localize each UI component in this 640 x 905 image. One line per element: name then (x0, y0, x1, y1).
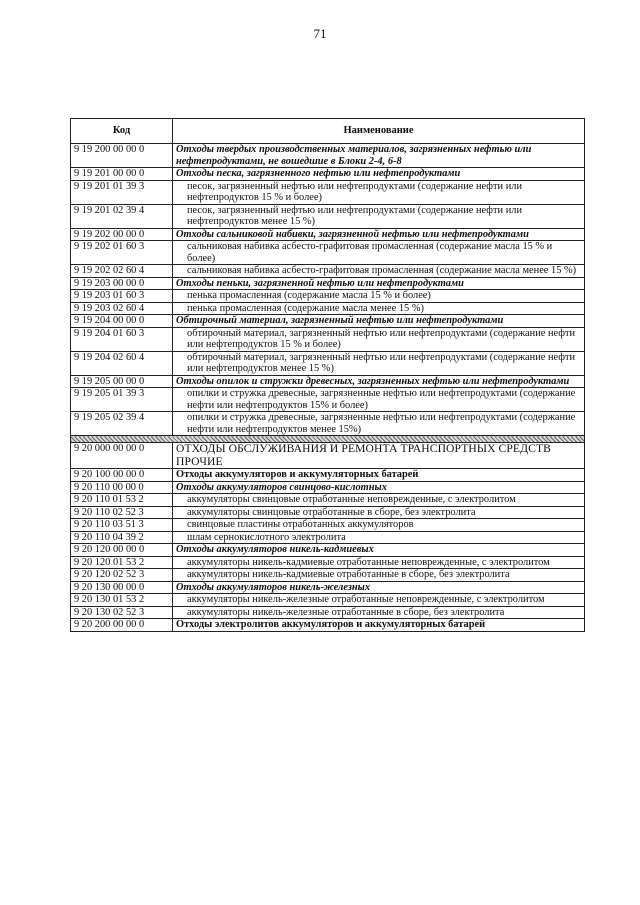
row-code: 9 20 130 02 52 3 (71, 606, 173, 619)
row-name: пенька промасленная (содержание масла 15 % и более) (173, 290, 585, 303)
row-code: 9 19 201 02 39 4 (71, 204, 173, 228)
table-row (71, 519, 585, 532)
row-name: песок, загрязненный нефтью или нефтепродуктами (содержание нефти или нефтепродуктов 15 % и более) (173, 180, 585, 204)
row-code: 9 19 200 00 00 0 (71, 144, 173, 168)
row-name: песок, загрязненный нефтью или нефтепродуктами (содержание нефти или нефтепродуктов менее 15 %) (173, 204, 585, 228)
row-name: Отходы аккумуляторов свинцово-кислотных (173, 481, 585, 494)
row-code: 9 19 205 00 00 0 (71, 375, 173, 388)
table-row (71, 290, 585, 303)
row-name: сальниковая набивка асбесто-графитовая промасленная (содержание масла менее 15 %) (173, 265, 585, 278)
row-code: 9 19 201 00 00 0 (71, 168, 173, 181)
table-row (71, 556, 585, 569)
row-code: 9 19 203 00 00 0 (71, 277, 173, 290)
row-code: 9 19 201 01 39 3 (71, 180, 173, 204)
row-code: 9 19 202 01 60 3 (71, 241, 173, 265)
row-code: 9 19 204 02 60 4 (71, 351, 173, 375)
row-code: 9 20 110 01 53 2 (71, 494, 173, 507)
row-name: опилки и стружка древесные, загрязненные нефтью или нефтепродуктами (содержание нефти или нефтепродуктов 15% и более) (173, 388, 585, 412)
row-code: 9 19 204 00 00 0 (71, 315, 173, 328)
table-row (71, 302, 585, 315)
table-row (71, 168, 585, 181)
table-row (71, 619, 585, 632)
table-row (71, 144, 585, 168)
row-name: Отходы аккумуляторов и аккумуляторных батарей (173, 469, 585, 482)
row-name: Отходы сальниковой набивки, загрязненной нефтью или нефтепродуктами (173, 228, 585, 241)
row-name: Отходы электролитов аккумуляторов и аккумуляторных батарей (173, 619, 585, 632)
table-row (71, 265, 585, 278)
table-row (71, 594, 585, 607)
row-name: Обтирочный материал, загрязненный нефтью или нефтепродуктами (173, 315, 585, 328)
row-name: Отходы опилок и стружки древесных, загрязненных нефтью или нефтепродуктами (173, 375, 585, 388)
row-name: аккумуляторы никель-кадмиевые отработанные в сборе, без электролита (173, 569, 585, 582)
row-name: Отходы твердых производственных материалов, загрязненных нефтью или нефтепродуктами, не вошедшие в Блоки 2-4, 6-8 (173, 144, 585, 168)
table-row (71, 581, 585, 594)
table-row (71, 241, 585, 265)
table-row (71, 412, 585, 436)
row-name: обтирочный материал, загрязненный нефтью или нефтепродуктами (содержание нефти или нефтепродуктов менее 15 %) (173, 351, 585, 375)
table-row (71, 375, 585, 388)
row-name: Отходы аккумуляторов никель-железных (173, 581, 585, 594)
row-name: шлам сернокислотного электролита (173, 531, 585, 544)
row-name: обтирочный материал, загрязненный нефтью или нефтепродуктами (содержание нефти или нефтепродуктов 15 % и более) (173, 327, 585, 351)
header-name: Наименование (173, 119, 585, 144)
row-code: 9 20 120 00 00 0 (71, 544, 173, 557)
row-name: ОТХОДЫ ОБСЛУЖИВАНИЯ И РЕМОНТА ТРАНСПОРТНЫХ СРЕДСТВ ПРОЧИЕ (173, 443, 585, 469)
table-row (71, 506, 585, 519)
row-name: опилки и стружка древесные, загрязненные нефтью или нефтепродуктами (содержание нефти или нефтепродуктов менее 15%) (173, 412, 585, 436)
row-name: аккумуляторы свинцовые отработанные неповрежденные, с электролитом (173, 494, 585, 507)
table-header-row (71, 119, 585, 144)
table-row (71, 531, 585, 544)
row-name: Отходы пеньки, загрязненной нефтью или нефтепродуктами (173, 277, 585, 290)
row-code: 9 19 202 00 00 0 (71, 228, 173, 241)
row-code: 9 20 130 00 00 0 (71, 581, 173, 594)
table-row (71, 351, 585, 375)
row-code: 9 19 202 02 60 4 (71, 265, 173, 278)
row-name: свинцовые пластины отработанных аккумуляторов (173, 519, 585, 532)
page-number: 71 (313, 26, 327, 41)
table-row (71, 204, 585, 228)
row-code: 9 20 110 04 39 2 (71, 531, 173, 544)
row-code: 9 19 204 01 60 3 (71, 327, 173, 351)
row-name: пенька промасленная (содержание масла менее 15 %) (173, 302, 585, 315)
row-code: 9 19 203 01 60 3 (71, 290, 173, 303)
waste-catalog-table (70, 118, 585, 632)
table-row (71, 544, 585, 557)
table-row (71, 469, 585, 482)
row-code: 9 20 000 00 00 0 (71, 443, 173, 469)
row-code: 9 20 130 01 53 2 (71, 594, 173, 607)
row-name: аккумуляторы никель-кадмиевые отработанные неповрежденные, с электролитом (173, 556, 585, 569)
row-name: аккумуляторы никель-железные отработанные в сборе, без электролита (173, 606, 585, 619)
table-row (71, 277, 585, 290)
row-code: 9 20 110 02 52 3 (71, 506, 173, 519)
row-code: 9 20 110 03 51 3 (71, 519, 173, 532)
header-code: Код (71, 119, 173, 144)
row-name: Отходы песка, загрязненного нефтью или нефтепродуктами (173, 168, 585, 181)
row-code: 9 20 120 01 53 2 (71, 556, 173, 569)
table-row (71, 494, 585, 507)
table-row (71, 228, 585, 241)
row-name: аккумуляторы свинцовые отработанные в сборе, без электролита (173, 506, 585, 519)
row-name: Отходы аккумуляторов никель-кадмиевых (173, 544, 585, 557)
row-code: 9 20 110 00 00 0 (71, 481, 173, 494)
row-code: 9 19 203 02 60 4 (71, 302, 173, 315)
row-name: сальниковая набивка асбесто-графитовая промасленная (содержание масла 15 % и более) (173, 241, 585, 265)
row-code: 9 19 205 02 39 4 (71, 412, 173, 436)
row-code: 9 20 200 00 00 0 (71, 619, 173, 632)
row-name: аккумуляторы никель-железные отработанные неповрежденные, с электролитом (173, 594, 585, 607)
row-code: 9 20 120 02 52 3 (71, 569, 173, 582)
table-row (71, 481, 585, 494)
table-body (71, 144, 585, 632)
table-row (71, 388, 585, 412)
table-row (71, 327, 585, 351)
row-code: 9 19 205 01 39 3 (71, 388, 173, 412)
table-row (71, 180, 585, 204)
table-row (71, 315, 585, 328)
row-code: 9 20 100 00 00 0 (71, 469, 173, 482)
table-row (71, 606, 585, 619)
table-row (71, 569, 585, 582)
table-row (71, 443, 585, 469)
